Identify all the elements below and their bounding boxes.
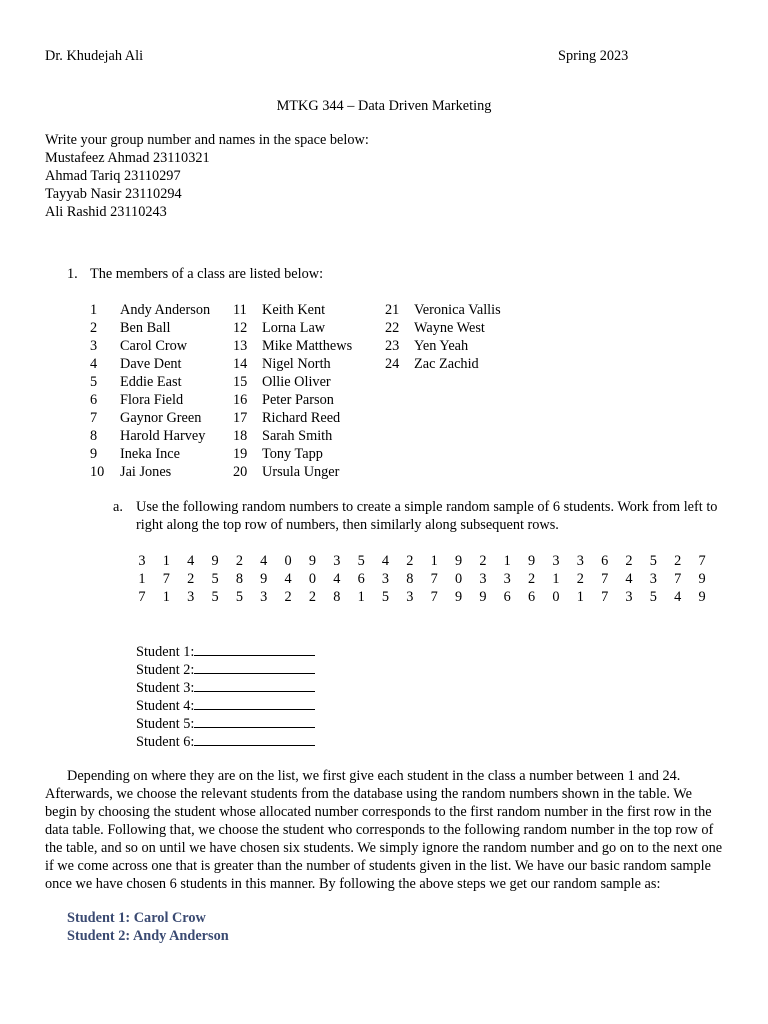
member-row bbox=[90, 373, 210, 391]
random-number: 2 bbox=[479, 553, 487, 569]
member-name: Ineka Ince bbox=[120, 446, 180, 462]
member-name: Sarah Smith bbox=[262, 428, 333, 444]
random-number: 4 bbox=[674, 589, 682, 605]
group-member: Ahmad Tariq 23110297 bbox=[45, 168, 181, 184]
member-name: Ben Ball bbox=[120, 320, 171, 336]
member-name: Peter Parson bbox=[262, 392, 334, 408]
random-number: 3 bbox=[381, 571, 390, 587]
member-number: 6 bbox=[90, 392, 98, 408]
random-number: 1 bbox=[576, 589, 584, 605]
random-number: 9 bbox=[454, 553, 463, 569]
random-number: 2 bbox=[576, 571, 584, 587]
member-name: Harold Harvey bbox=[120, 428, 206, 444]
member-row bbox=[233, 445, 352, 463]
random-number: 7 bbox=[601, 571, 609, 587]
member-number: 23 bbox=[385, 338, 400, 354]
answer-blank-line[interactable] bbox=[194, 641, 315, 656]
member-number: 15 bbox=[233, 374, 248, 390]
course-title: MTKG 344 – Data Driven Marketing bbox=[276, 98, 492, 114]
member-row bbox=[385, 319, 501, 337]
member-number: 3 bbox=[90, 338, 98, 354]
student-slot-label: Student 3: bbox=[136, 680, 195, 696]
random-number: 1 bbox=[552, 571, 560, 587]
member-number: 11 bbox=[233, 302, 247, 318]
random-number: 5 bbox=[649, 589, 657, 605]
member-name: Wayne West bbox=[414, 320, 485, 336]
random-number: 8 bbox=[235, 571, 243, 587]
member-column-2 bbox=[233, 301, 352, 481]
random-number: 4 bbox=[260, 553, 268, 569]
student-slot-label: Student 4: bbox=[136, 698, 195, 714]
random-number: 2 bbox=[235, 553, 243, 569]
random-number: 6 bbox=[601, 553, 609, 569]
member-number: 22 bbox=[385, 320, 400, 336]
term-label: Spring 2023 bbox=[558, 48, 629, 64]
member-row bbox=[90, 319, 210, 337]
student-slot-label: Student 1: bbox=[136, 644, 195, 660]
random-number: 7 bbox=[601, 589, 609, 605]
random-number: 7 bbox=[430, 589, 438, 605]
member-name: Gaynor Green bbox=[120, 410, 202, 426]
random-number: 9 bbox=[479, 589, 487, 605]
random-number: 3 bbox=[406, 589, 414, 605]
group-member: Mustafeez Ahmad 23110321 bbox=[45, 150, 210, 166]
member-number: 17 bbox=[233, 410, 248, 426]
random-number: 5 bbox=[211, 589, 219, 605]
random-number: 7 bbox=[674, 571, 682, 587]
random-number: 3 bbox=[625, 589, 633, 605]
random-number: 9 bbox=[260, 571, 268, 587]
member-name: Tony Tapp bbox=[262, 446, 323, 462]
answer-list bbox=[67, 909, 229, 945]
member-number: 1 bbox=[90, 302, 98, 318]
random-number: 4 bbox=[187, 553, 195, 569]
member-number: 21 bbox=[385, 302, 400, 318]
random-number: 5 bbox=[211, 571, 219, 587]
random-number: 9 bbox=[308, 553, 317, 569]
part-a-instruction: Use the following random numbers to create a simple random sample of 6 students. Work from left to right along the top row of numbers, then similarly along subsequent rows. bbox=[136, 499, 718, 533]
random-number: 2 bbox=[406, 553, 414, 569]
member-number: 24 bbox=[385, 356, 400, 372]
random-number: 0 bbox=[284, 553, 292, 569]
random-number: 9 bbox=[698, 571, 706, 587]
part-a-letter: a. bbox=[113, 499, 123, 515]
member-name: Richard Reed bbox=[262, 410, 341, 426]
answer-student-2: Student 2: Andy Anderson bbox=[67, 928, 229, 944]
member-name: Nigel North bbox=[262, 356, 331, 372]
member-row bbox=[233, 337, 352, 355]
member-row bbox=[233, 427, 352, 445]
random-number: 4 bbox=[625, 571, 633, 587]
member-column-1 bbox=[90, 301, 210, 481]
member-name: Keith Kent bbox=[262, 302, 326, 318]
member-row bbox=[233, 409, 352, 427]
member-number: 18 bbox=[233, 428, 248, 444]
answer-blank-line[interactable] bbox=[194, 695, 315, 710]
member-row bbox=[385, 355, 501, 373]
answer-student-1: Student 1: Carol Crow bbox=[67, 910, 206, 926]
random-number: 6 bbox=[528, 589, 536, 605]
random-number: 7 bbox=[162, 571, 170, 587]
question-text: The members of a class are listed below: bbox=[90, 266, 324, 282]
member-number: 16 bbox=[233, 392, 248, 408]
random-number: 8 bbox=[406, 571, 414, 587]
random-number: 3 bbox=[503, 571, 511, 587]
random-number: 3 bbox=[333, 553, 341, 569]
random-number: 1 bbox=[430, 553, 438, 569]
random-number: 1 bbox=[357, 589, 365, 605]
random-number: 2 bbox=[308, 589, 317, 605]
random-number: 9 bbox=[454, 589, 463, 605]
student-slot bbox=[136, 659, 315, 677]
member-name: Ursula Unger bbox=[262, 464, 340, 480]
question-number: 1. bbox=[67, 266, 78, 282]
random-number-row bbox=[135, 588, 725, 606]
member-row bbox=[233, 463, 352, 481]
member-number: 5 bbox=[90, 374, 98, 390]
random-number: 5 bbox=[235, 589, 243, 605]
member-row bbox=[90, 337, 210, 355]
group-info bbox=[45, 131, 369, 221]
member-row bbox=[90, 427, 210, 445]
member-number: 7 bbox=[90, 410, 98, 426]
member-number: 13 bbox=[233, 338, 248, 354]
answer-blank-line[interactable] bbox=[194, 731, 315, 746]
random-number: 5 bbox=[381, 589, 390, 605]
random-number: 7 bbox=[138, 589, 146, 605]
random-number: 3 bbox=[187, 589, 195, 605]
student-answer-slots bbox=[136, 641, 315, 749]
member-number: 14 bbox=[233, 356, 248, 372]
answer-blank-line[interactable] bbox=[194, 677, 315, 692]
random-number: 3 bbox=[552, 553, 560, 569]
random-number: 2 bbox=[187, 571, 195, 587]
member-number: 10 bbox=[90, 464, 105, 480]
instructor-name: Dr. Khudejah Ali bbox=[45, 48, 144, 64]
random-number: 2 bbox=[284, 589, 292, 605]
student-slot-label: Student 6: bbox=[136, 734, 195, 750]
member-row bbox=[233, 373, 352, 391]
random-number: 1 bbox=[138, 571, 146, 587]
random-number: 6 bbox=[503, 589, 511, 605]
explanation-paragraph: Depending on where they are on the list, we first give each student in the class a number between 1 and 24. Afterwards, we choose the relevant students from the database using the random numbers shown in the table. We begin by choosing the student whose allocated number corresponds to the first random number in the first row in the data table. Following that, we choose the student who corresponds to the following random number in the top row of the table, and so on until we have chosen six students. We simply ignore the random number and go on to the next one if we come across one that is greater than the number of students given in the list. We have our basic random sample once we have chosen 6 students in this manner. By following the above steps we get our random sample as: bbox=[45, 768, 723, 892]
member-row bbox=[385, 301, 501, 319]
member-number: 19 bbox=[233, 446, 248, 462]
random-number: 5 bbox=[649, 553, 657, 569]
random-number-row bbox=[135, 570, 725, 588]
random-number: 1 bbox=[162, 589, 170, 605]
random-number: 7 bbox=[430, 571, 438, 587]
member-name: Ollie Oliver bbox=[262, 374, 331, 390]
answer-blank-line[interactable] bbox=[194, 713, 315, 728]
member-name: Jai Jones bbox=[120, 464, 172, 480]
member-number: 4 bbox=[90, 356, 98, 372]
student-slot bbox=[136, 731, 315, 749]
member-column-3 bbox=[385, 301, 501, 373]
member-name: Dave Dent bbox=[120, 356, 182, 372]
random-number: 2 bbox=[625, 553, 633, 569]
member-name: Flora Field bbox=[120, 392, 184, 408]
student-slot bbox=[136, 677, 315, 695]
random-number: 3 bbox=[576, 553, 584, 569]
random-number: 8 bbox=[333, 589, 341, 605]
member-row bbox=[90, 463, 210, 481]
member-name: Mike Matthews bbox=[262, 338, 353, 354]
random-number: 4 bbox=[284, 571, 292, 587]
random-number: 3 bbox=[649, 571, 657, 587]
question-1 bbox=[67, 265, 323, 283]
student-slot-label: Student 2: bbox=[136, 662, 195, 678]
member-row bbox=[90, 355, 210, 373]
random-number: 6 bbox=[357, 571, 365, 587]
random-number: 4 bbox=[333, 571, 341, 587]
random-number: 4 bbox=[381, 553, 390, 569]
member-row bbox=[90, 445, 210, 463]
random-number: 1 bbox=[503, 553, 511, 569]
member-row bbox=[233, 391, 352, 409]
member-name: Eddie East bbox=[120, 374, 182, 390]
random-number: 2 bbox=[528, 571, 536, 587]
member-name: Yen Yeah bbox=[414, 338, 469, 354]
random-number: 0 bbox=[454, 571, 463, 587]
member-number: 2 bbox=[90, 320, 98, 336]
random-number: 2 bbox=[674, 553, 682, 569]
member-row bbox=[90, 391, 210, 409]
random-number: 3 bbox=[479, 571, 487, 587]
random-number: 5 bbox=[357, 553, 365, 569]
random-number: 7 bbox=[698, 553, 706, 569]
member-name: Veronica Vallis bbox=[414, 302, 501, 318]
random-number: 9 bbox=[211, 553, 219, 569]
member-row bbox=[90, 409, 210, 427]
member-row bbox=[233, 319, 352, 337]
random-number: 9 bbox=[698, 589, 706, 605]
student-slot bbox=[136, 713, 315, 731]
member-number: 9 bbox=[90, 446, 98, 462]
random-number: 0 bbox=[308, 571, 317, 587]
member-name: Zac Zachid bbox=[414, 356, 479, 372]
random-number-table bbox=[135, 552, 725, 606]
student-slot-label: Student 5: bbox=[136, 716, 195, 732]
member-name: Carol Crow bbox=[120, 338, 188, 354]
random-number-row bbox=[135, 552, 725, 570]
random-number: 3 bbox=[138, 553, 146, 569]
member-number: 12 bbox=[233, 320, 248, 336]
group-member: Ali Rashid 23110243 bbox=[45, 204, 167, 220]
member-row bbox=[385, 337, 501, 355]
group-member: Tayyab Nasir 23110294 bbox=[45, 186, 182, 202]
group-instruction: Write your group number and names in the space below: bbox=[45, 132, 369, 148]
member-row bbox=[233, 301, 352, 319]
member-row bbox=[233, 355, 352, 373]
random-number: 1 bbox=[162, 553, 170, 569]
random-number: 0 bbox=[552, 589, 560, 605]
student-slot bbox=[136, 641, 315, 659]
random-number: 9 bbox=[528, 553, 536, 569]
member-name: Lorna Law bbox=[262, 320, 326, 336]
answer-blank-line[interactable] bbox=[194, 659, 315, 674]
member-name: Andy Anderson bbox=[120, 302, 211, 318]
student-slot bbox=[136, 695, 315, 713]
random-number: 3 bbox=[260, 589, 268, 605]
member-row bbox=[90, 301, 210, 319]
member-number: 8 bbox=[90, 428, 98, 444]
member-number: 20 bbox=[233, 464, 248, 480]
